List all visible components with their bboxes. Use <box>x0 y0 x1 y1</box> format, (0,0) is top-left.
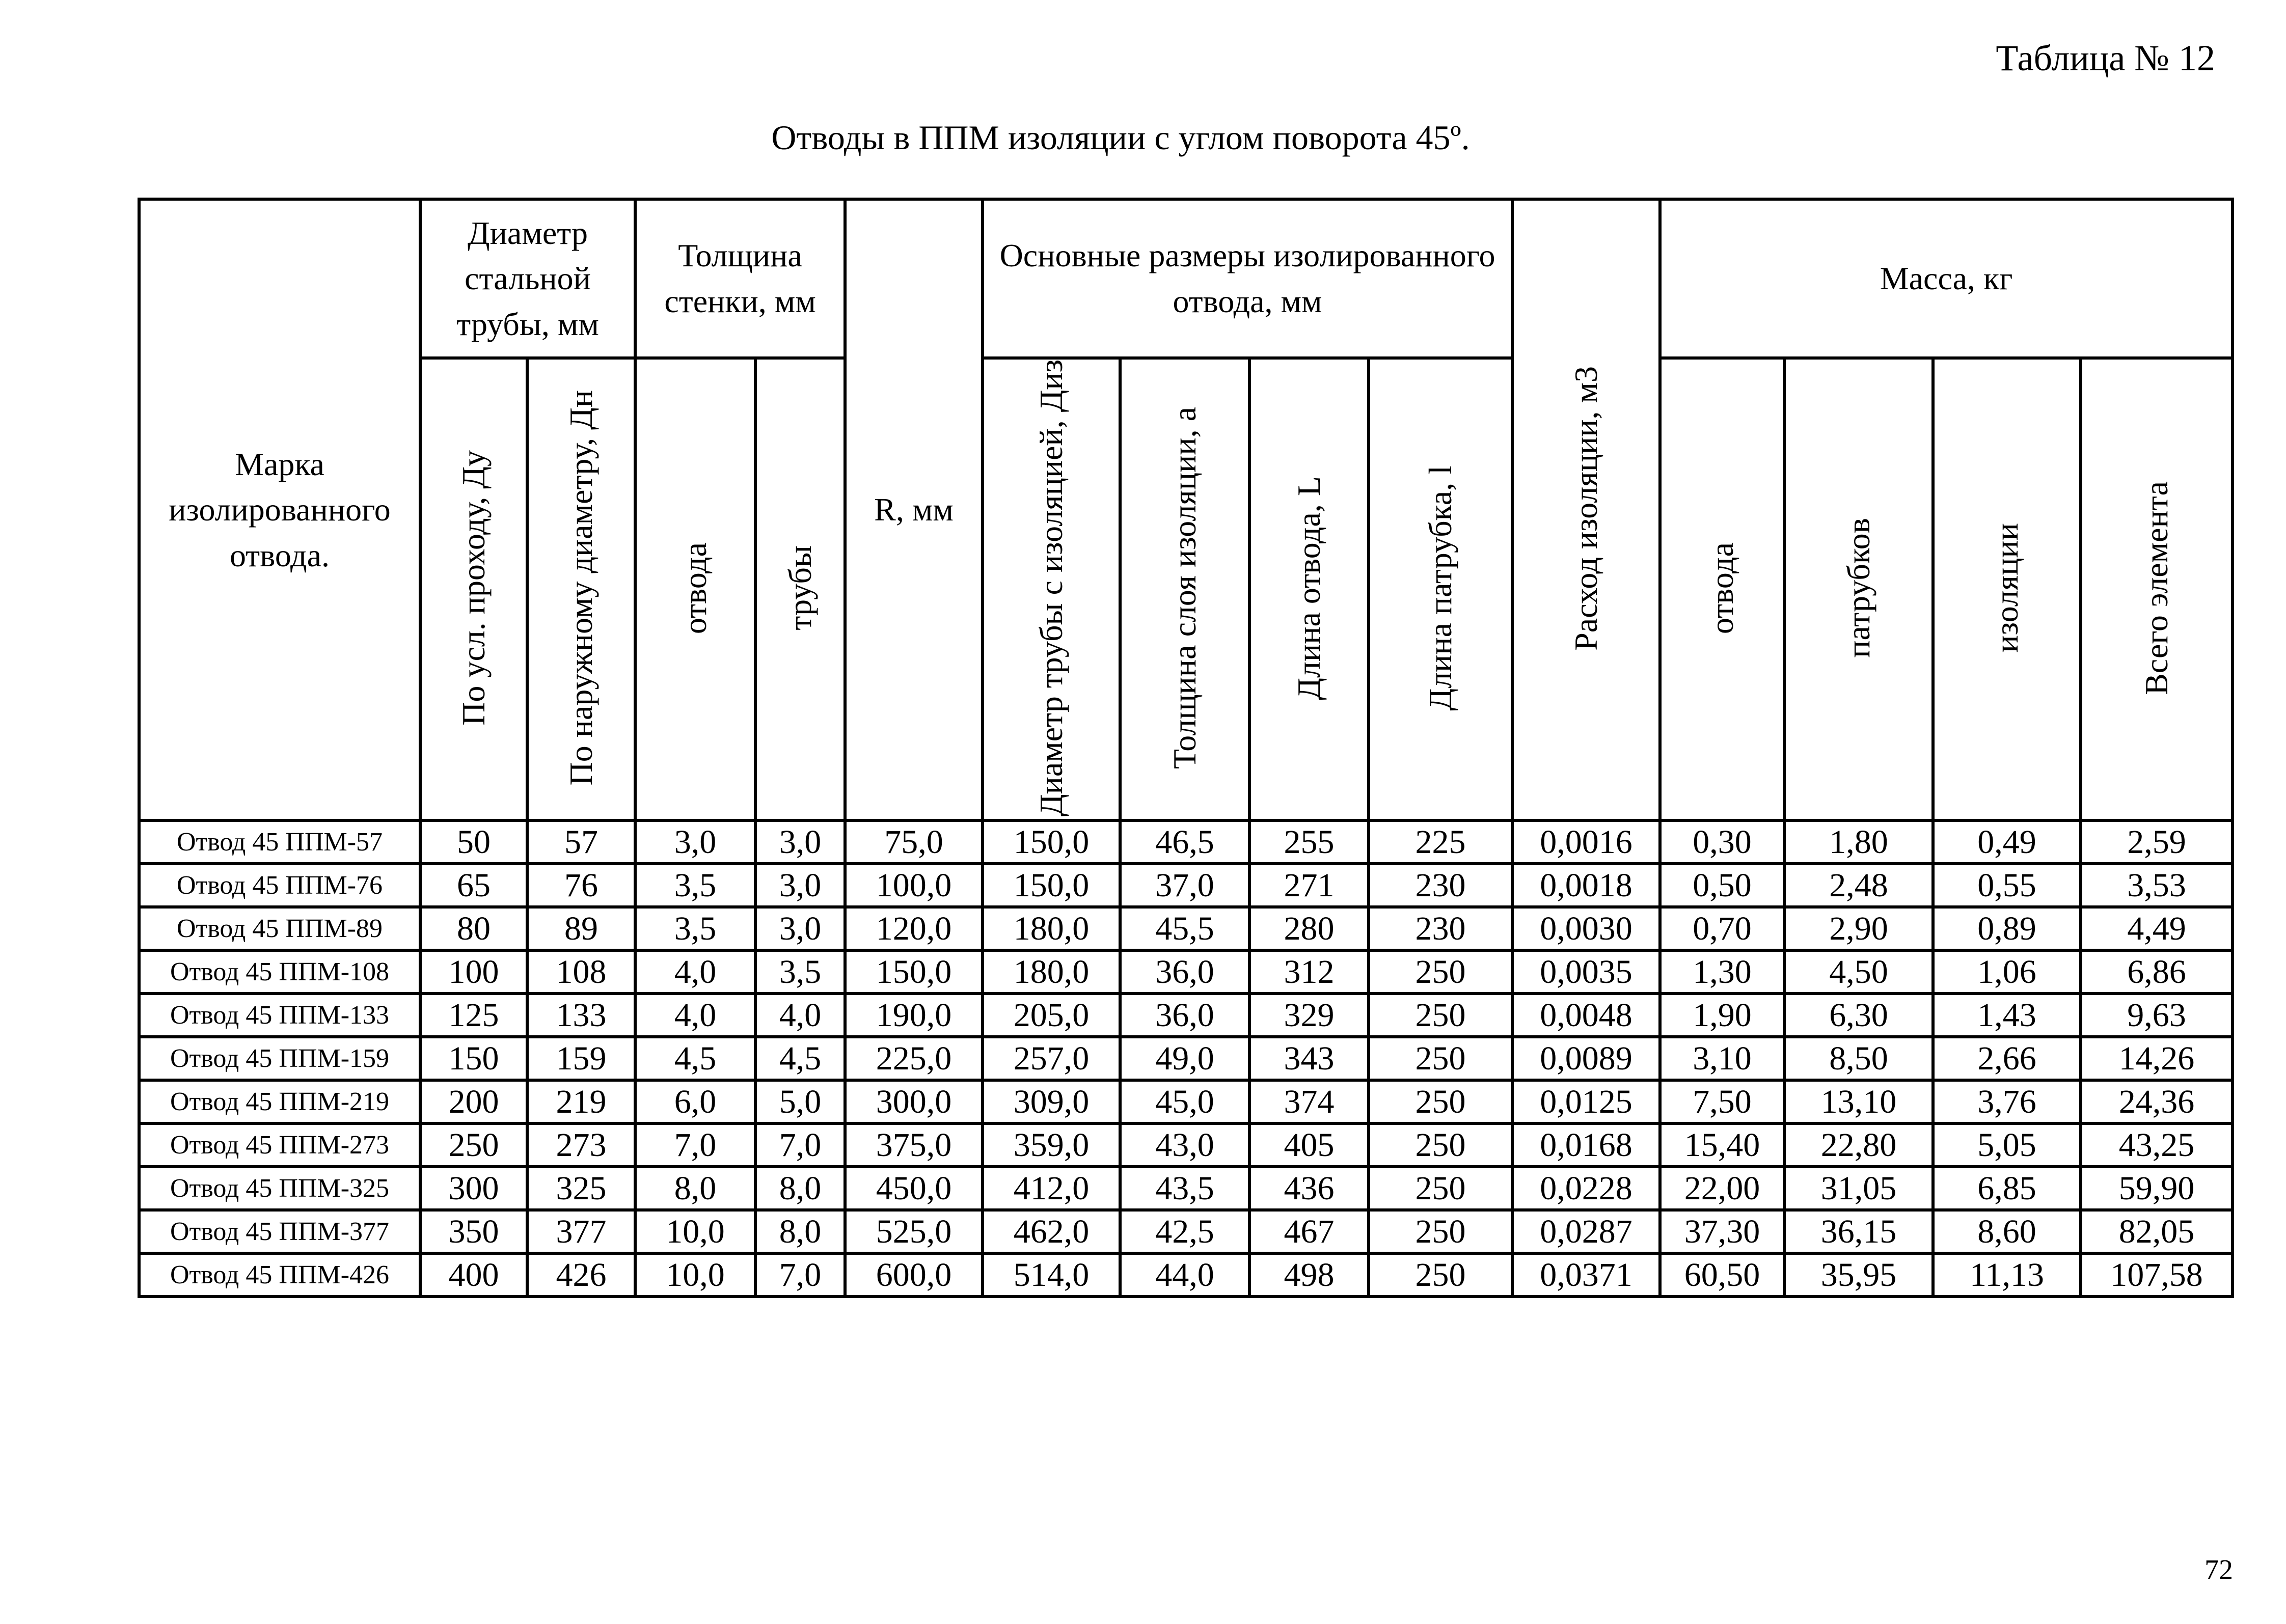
table-cell: 225,0 <box>845 1037 983 1080</box>
table-cell: 22,00 <box>1660 1167 1784 1210</box>
header-mass-bend: отвода <box>1704 542 1740 634</box>
table-cell: 375,0 <box>845 1123 983 1167</box>
table-cell: 436 <box>1249 1167 1369 1210</box>
table-cell: 4,5 <box>755 1037 845 1080</box>
table-cell: 0,0016 <box>1512 820 1660 864</box>
table-cell: 50 <box>420 820 527 864</box>
header-dn-outer-cell <box>527 358 635 820</box>
table-cell: 273 <box>527 1123 635 1167</box>
row-mark-cell: Отвод 45 ППМ-377 <box>139 1210 420 1253</box>
table-row <box>139 1210 2233 1253</box>
header-iso-consumption-cell <box>1512 199 1660 820</box>
row-mark-cell: Отвод 45 ППМ-89 <box>139 907 420 950</box>
table-cell: 3,76 <box>1933 1080 2081 1123</box>
header-bend-length: Длина отвода, L <box>1291 476 1327 700</box>
table-cell: 36,0 <box>1120 994 1249 1037</box>
table-cell: 525,0 <box>845 1210 983 1253</box>
header-iso-thickness-cell <box>1120 358 1249 820</box>
table-cell: 3,53 <box>2081 864 2233 907</box>
table-cell: 300,0 <box>845 1080 983 1123</box>
table-cell: 100,0 <box>845 864 983 907</box>
table-cell: 11,13 <box>1933 1253 2081 1297</box>
table-cell: 150,0 <box>983 820 1120 864</box>
table-cell: 374 <box>1249 1080 1369 1123</box>
table-cell: 45,0 <box>1120 1080 1249 1123</box>
row-mark-cell: Отвод 45 ППМ-76 <box>139 864 420 907</box>
table-cell: 462,0 <box>983 1210 1120 1253</box>
table-cell: 10,0 <box>635 1210 755 1253</box>
header-mass-nozzles-cell <box>1784 358 1933 820</box>
header-nozzle-length: Длина патрубка, l <box>1422 465 1459 711</box>
table-cell: 7,0 <box>755 1123 845 1167</box>
table-cell: 180,0 <box>983 950 1120 994</box>
table-row <box>139 1167 2233 1210</box>
table-cell: 0,55 <box>1933 864 2081 907</box>
table-cell: 1,30 <box>1660 950 1784 994</box>
table-row <box>139 1037 2233 1080</box>
table-cell: 257,0 <box>983 1037 1120 1080</box>
table-cell: 13,10 <box>1784 1080 1933 1123</box>
row-mark-cell: Отвод 45 ППМ-219 <box>139 1080 420 1123</box>
header-radius: R, мм <box>845 199 983 820</box>
table-cell: 250 <box>1369 1080 1512 1123</box>
header-dn-nominal: По усл. проходу, Ду <box>455 450 492 726</box>
table-cell: 467 <box>1249 1210 1369 1253</box>
table-row <box>139 994 2233 1037</box>
header-mass-bend-cell <box>1660 358 1784 820</box>
table-cell: 250 <box>1369 1210 1512 1253</box>
table-cell: 3,0 <box>755 820 845 864</box>
table-cell: 60,50 <box>1660 1253 1784 1297</box>
row-mark-cell: Отвод 45 ППМ-108 <box>139 950 420 994</box>
row-mark-cell: Отвод 45 ППМ-57 <box>139 820 420 864</box>
header-d-iso-cell <box>983 358 1120 820</box>
table-cell: 150 <box>420 1037 527 1080</box>
table-cell: 3,5 <box>635 907 755 950</box>
table-cell: 3,5 <box>635 864 755 907</box>
table-cell: 190,0 <box>845 994 983 1037</box>
table-cell: 312 <box>1249 950 1369 994</box>
header-dn-nominal-cell <box>420 358 527 820</box>
table-cell: 8,50 <box>1784 1037 1933 1080</box>
table-cell: 133 <box>527 994 635 1037</box>
table-cell: 280 <box>1249 907 1369 950</box>
table-cell: 3,10 <box>1660 1037 1784 1080</box>
table-cell: 1,06 <box>1933 950 2081 994</box>
table-cell: 10,0 <box>635 1253 755 1297</box>
table-cell: 65 <box>420 864 527 907</box>
header-mass-total: Всего элемента <box>2138 481 2175 695</box>
table-cell: 309,0 <box>983 1080 1120 1123</box>
table-cell: 0,70 <box>1660 907 1784 950</box>
table-cell: 42,5 <box>1120 1210 1249 1253</box>
table-cell: 0,50 <box>1660 864 1784 907</box>
header-wall-bend: отвода <box>677 542 714 634</box>
header-nozzle-length-cell <box>1369 358 1512 820</box>
table-cell: 22,80 <box>1784 1123 1933 1167</box>
table-cell: 7,50 <box>1660 1080 1784 1123</box>
table-cell: 377 <box>527 1210 635 1253</box>
table-row <box>139 1253 2233 1297</box>
table-cell: 76 <box>527 864 635 907</box>
table-cell: 80 <box>420 907 527 950</box>
header-dn-outer: По наружному диаметру, Дн <box>563 390 600 786</box>
table-cell: 43,5 <box>1120 1167 1249 1210</box>
table-cell: 0,89 <box>1933 907 2081 950</box>
table-cell: 7,0 <box>635 1123 755 1167</box>
table-cell: 325 <box>527 1167 635 1210</box>
table-cell: 8,0 <box>755 1167 845 1210</box>
header-main-dimensions: Основные размеры изолированного отвода, мм <box>983 199 1512 358</box>
table-cell: 0,0125 <box>1512 1080 1660 1123</box>
table-cell: 250 <box>1369 1037 1512 1080</box>
table-cell: 59,90 <box>2081 1167 2233 1210</box>
table-cell: 0,0228 <box>1512 1167 1660 1210</box>
table-cell: 24,36 <box>2081 1080 2233 1123</box>
row-mark-cell: Отвод 45 ППМ-426 <box>139 1253 420 1297</box>
table-cell: 329 <box>1249 994 1369 1037</box>
table-cell: 8,60 <box>1933 1210 2081 1253</box>
header-mass-iso-cell <box>1933 358 2081 820</box>
table-cell: 37,30 <box>1660 1210 1784 1253</box>
table-row <box>139 907 2233 950</box>
header-bend-length-cell <box>1249 358 1369 820</box>
table-cell: 4,49 <box>2081 907 2233 950</box>
table-cell: 225 <box>1369 820 1512 864</box>
row-mark-cell: Отвод 45 ППМ-159 <box>139 1037 420 1080</box>
table-cell: 107,58 <box>2081 1253 2233 1297</box>
table-cell: 37,0 <box>1120 864 1249 907</box>
table-cell: 5,0 <box>755 1080 845 1123</box>
table-cell: 5,05 <box>1933 1123 2081 1167</box>
header-wall-bend-cell <box>635 358 755 820</box>
table-cell: 120,0 <box>845 907 983 950</box>
table-cell: 159 <box>527 1037 635 1080</box>
header-wall-pipe-cell <box>755 358 845 820</box>
table-cell: 271 <box>1249 864 1369 907</box>
table-cell: 4,50 <box>1784 950 1933 994</box>
header-mark: Марка изолированного отвода. <box>139 199 420 820</box>
table-cell: 250 <box>1369 1253 1512 1297</box>
table-cell: 180,0 <box>983 907 1120 950</box>
table-cell: 1,90 <box>1660 994 1784 1037</box>
table-cell: 255 <box>1249 820 1369 864</box>
table-cell: 46,5 <box>1120 820 1249 864</box>
row-mark-cell: Отвод 45 ППМ-325 <box>139 1167 420 1210</box>
header-wall-pipe: трубы <box>782 545 819 630</box>
table-body <box>139 820 2233 1297</box>
table-cell: 150,0 <box>845 950 983 994</box>
table-cell: 250 <box>420 1123 527 1167</box>
table-row <box>139 1080 2233 1123</box>
table-cell: 450,0 <box>845 1167 983 1210</box>
table-cell: 1,80 <box>1784 820 1933 864</box>
table-cell: 45,5 <box>1120 907 1249 950</box>
table-cell: 400 <box>420 1253 527 1297</box>
table-cell: 2,66 <box>1933 1037 2081 1080</box>
table-cell: 6,0 <box>635 1080 755 1123</box>
table-cell: 0,0035 <box>1512 950 1660 994</box>
header-wall-thickness: Толщина стенки, мм <box>635 199 845 358</box>
table-cell: 300 <box>420 1167 527 1210</box>
table-row <box>139 864 2233 907</box>
table-cell: 0,0030 <box>1512 907 1660 950</box>
table-cell: 8,0 <box>635 1167 755 1210</box>
header-mass-nozzles: патрубков <box>1840 518 1877 658</box>
table-cell: 1,43 <box>1933 994 2081 1037</box>
table-cell: 100 <box>420 950 527 994</box>
table-cell: 36,15 <box>1784 1210 1933 1253</box>
header-iso-thickness: Толщина слоя изоляции, а <box>1166 407 1203 769</box>
table-row <box>139 950 2233 994</box>
table-cell: 600,0 <box>845 1253 983 1297</box>
table-cell: 75,0 <box>845 820 983 864</box>
header-mass-iso: изоляции <box>1989 523 2025 653</box>
header-iso-consumption: Расход изоляции, м3 <box>1568 366 1604 651</box>
table-cell: 4,0 <box>635 950 755 994</box>
table-cell: 4,5 <box>635 1037 755 1080</box>
table-cell: 250 <box>1369 950 1512 994</box>
table-cell: 412,0 <box>983 1167 1120 1210</box>
table-cell: 405 <box>1249 1123 1369 1167</box>
table-cell: 15,40 <box>1660 1123 1784 1167</box>
table-cell: 43,25 <box>2081 1123 2233 1167</box>
table-row <box>139 820 2233 864</box>
table-cell: 359,0 <box>983 1123 1120 1167</box>
table-cell: 230 <box>1369 864 1512 907</box>
table-cell: 3,0 <box>635 820 755 864</box>
table-cell: 0,0287 <box>1512 1210 1660 1253</box>
header-mass: Масса, кг <box>1660 199 2233 358</box>
table-cell: 8,0 <box>755 1210 845 1253</box>
table-cell: 2,90 <box>1784 907 1933 950</box>
table-cell: 44,0 <box>1120 1253 1249 1297</box>
table-cell: 108 <box>527 950 635 994</box>
table-cell: 230 <box>1369 907 1512 950</box>
table-cell: 0,0089 <box>1512 1037 1660 1080</box>
table-cell: 250 <box>1369 1167 1512 1210</box>
table-cell: 343 <box>1249 1037 1369 1080</box>
table-cell: 9,63 <box>2081 994 2233 1037</box>
page-number: 72 <box>2205 1554 2233 1586</box>
table-cell: 49,0 <box>1120 1037 1249 1080</box>
table-cell: 4,0 <box>635 994 755 1037</box>
table-cell: 0,49 <box>1933 820 2081 864</box>
table-cell: 205,0 <box>983 994 1120 1037</box>
table-cell: 250 <box>1369 1123 1512 1167</box>
table-cell: 6,86 <box>2081 950 2233 994</box>
table-cell: 514,0 <box>983 1253 1120 1297</box>
header-row-2 <box>139 358 2233 820</box>
row-mark-cell: Отвод 45 ППМ-273 <box>139 1123 420 1167</box>
table-title: Отводы в ППМ изоляции с углом поворота 45º. <box>771 118 1470 157</box>
table-cell: 250 <box>1369 994 1512 1037</box>
table-cell: 14,26 <box>2081 1037 2233 1080</box>
table-cell: 0,0018 <box>1512 864 1660 907</box>
table-cell: 57 <box>527 820 635 864</box>
table-cell: 3,0 <box>755 907 845 950</box>
table-cell: 3,5 <box>755 950 845 994</box>
table-cell: 4,0 <box>755 994 845 1037</box>
table-cell: 35,95 <box>1784 1253 1933 1297</box>
table-cell: 31,05 <box>1784 1167 1933 1210</box>
table-cell: 2,48 <box>1784 864 1933 907</box>
table-cell: 350 <box>420 1210 527 1253</box>
table-cell: 36,0 <box>1120 950 1249 994</box>
table-number-label: Таблица № 12 <box>1996 38 2215 78</box>
table-cell: 89 <box>527 907 635 950</box>
table-cell: 125 <box>420 994 527 1037</box>
table-cell: 43,0 <box>1120 1123 1249 1167</box>
header-pipe-diameter: Диаметр стальной трубы, мм <box>420 199 635 358</box>
table-cell: 7,0 <box>755 1253 845 1297</box>
row-mark-cell: Отвод 45 ППМ-133 <box>139 994 420 1037</box>
table-row <box>139 1123 2233 1167</box>
table-cell: 82,05 <box>2081 1210 2233 1253</box>
table-cell: 200 <box>420 1080 527 1123</box>
table-cell: 498 <box>1249 1253 1369 1297</box>
table-cell: 6,30 <box>1784 994 1933 1037</box>
header-d-iso: Диаметр трубы с изоляцией, Диз <box>1033 360 1070 817</box>
header-row-1 <box>139 199 2233 358</box>
table-cell: 6,85 <box>1933 1167 2081 1210</box>
table-cell: 150,0 <box>983 864 1120 907</box>
table-cell: 0,0048 <box>1512 994 1660 1037</box>
header-mass-total-cell <box>2081 358 2233 820</box>
table-cell: 426 <box>527 1253 635 1297</box>
table-cell: 0,0168 <box>1512 1123 1660 1167</box>
table-cell: 219 <box>527 1080 635 1123</box>
table-cell: 2,59 <box>2081 820 2233 864</box>
table-cell: 3,0 <box>755 864 845 907</box>
table-cell: 0,0371 <box>1512 1253 1660 1297</box>
table-cell: 0,30 <box>1660 820 1784 864</box>
specification-table <box>138 198 2234 1298</box>
